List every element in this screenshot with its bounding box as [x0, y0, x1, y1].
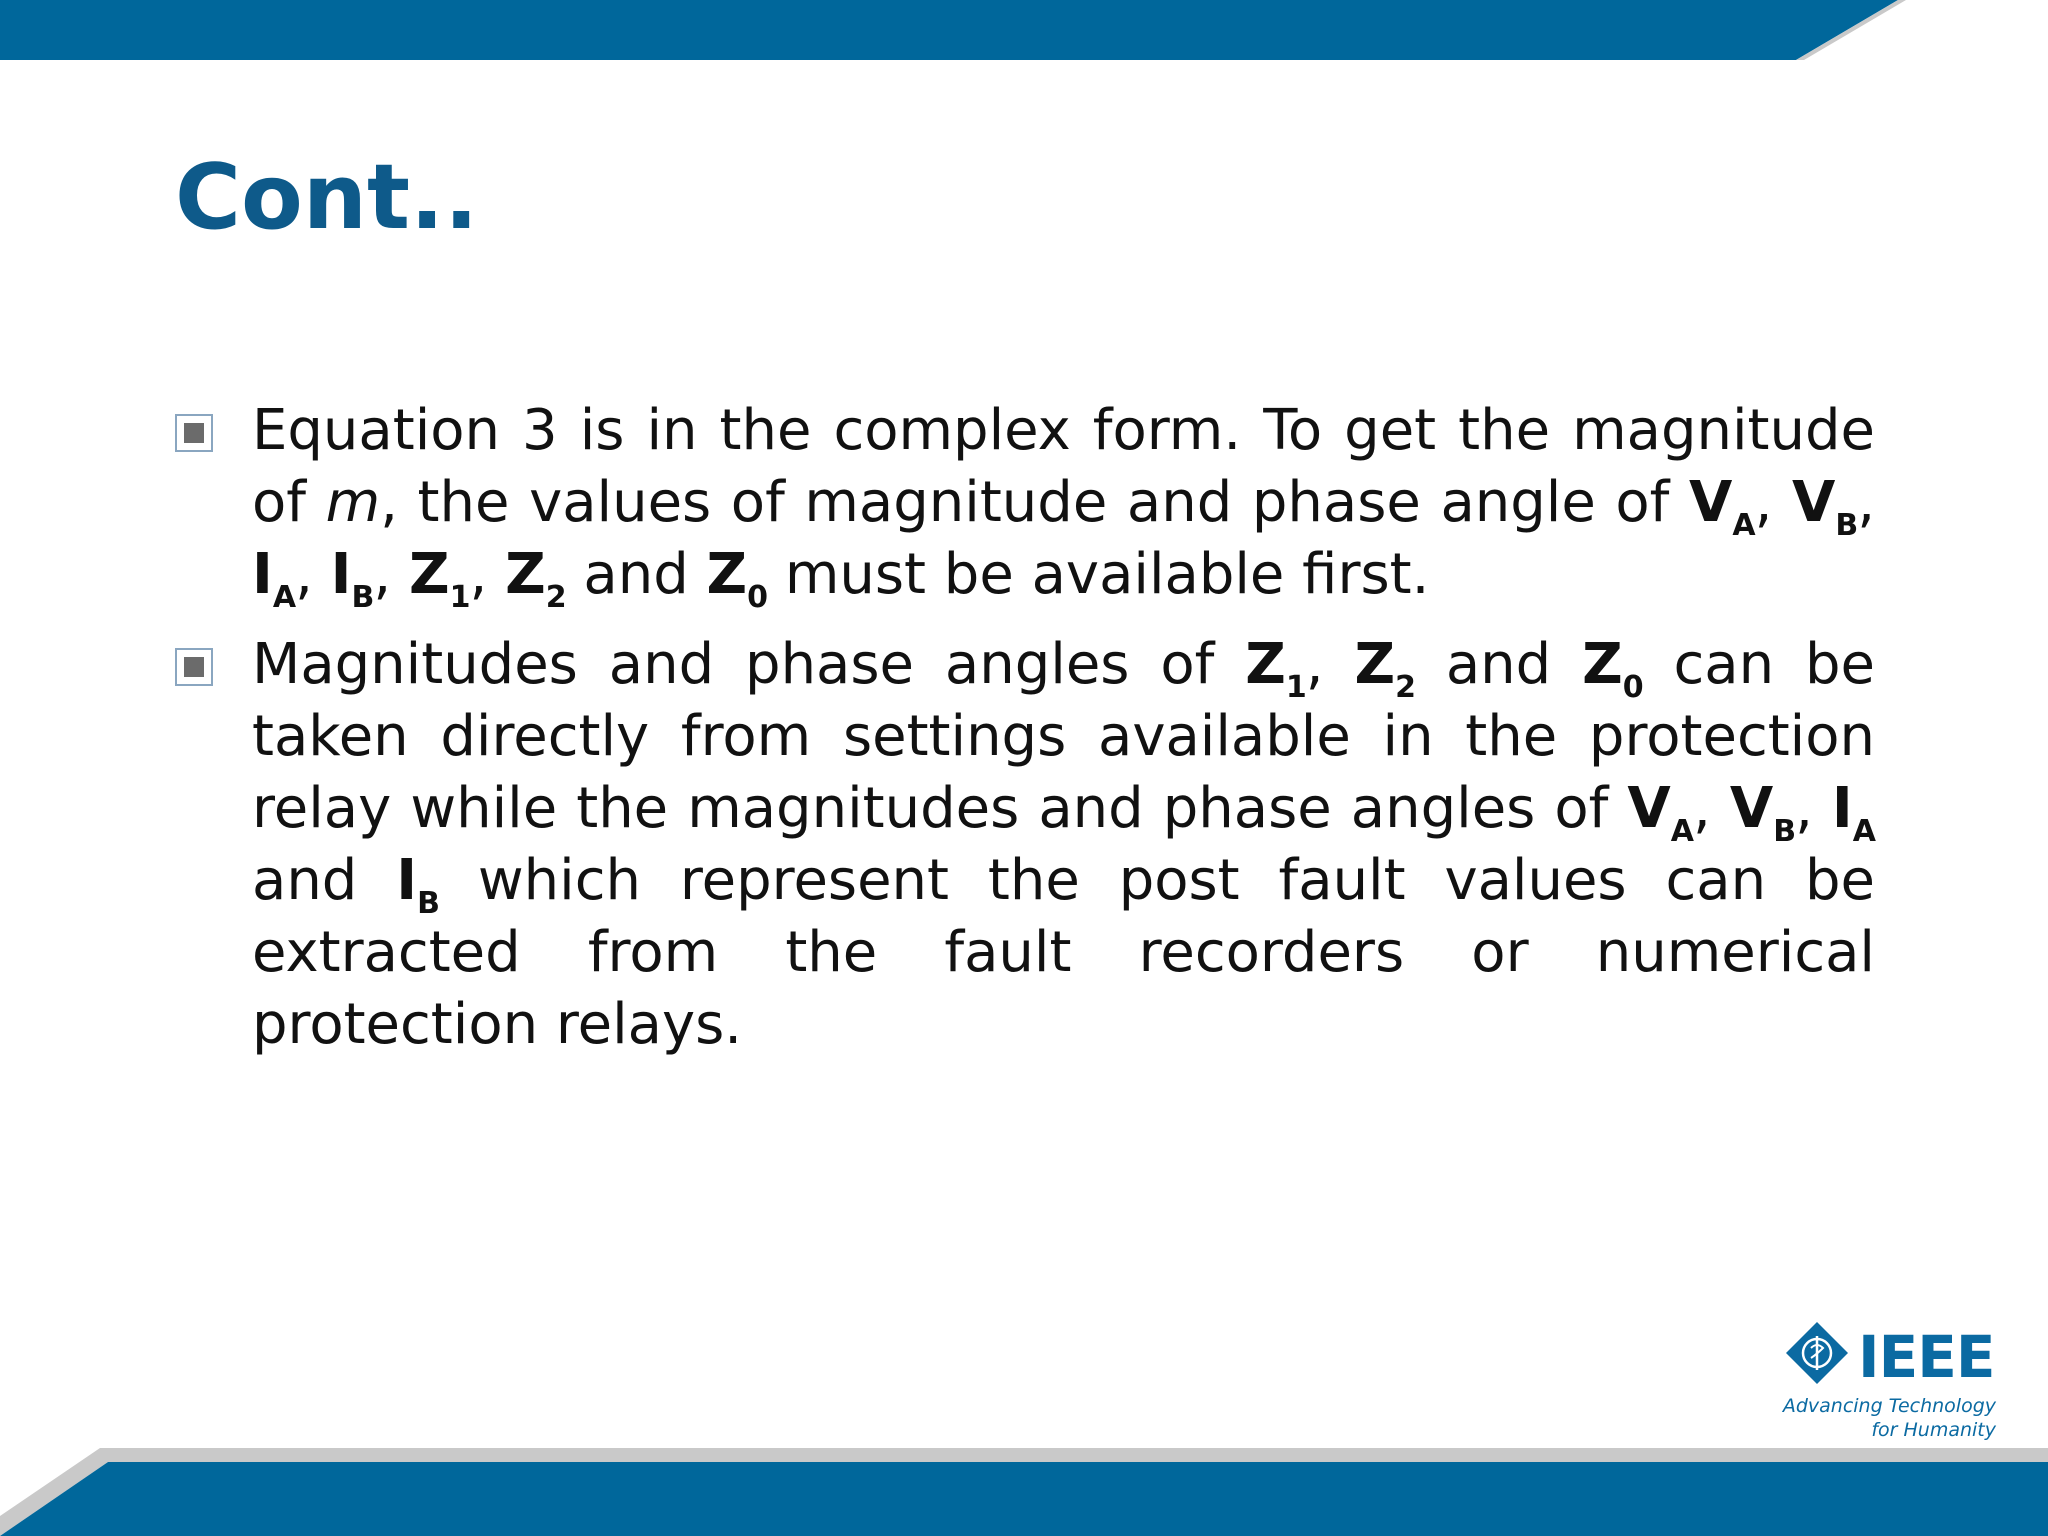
square-bullet-icon: [175, 648, 213, 686]
symbol-z1: $Z_1$: [1245, 632, 1306, 705]
ieee-wordmark: IEEE: [1858, 1323, 1995, 1391]
bullet-item-2: [175, 629, 1875, 1061]
slide-title: Cont..: [175, 145, 479, 250]
symbol-z1: $Z_1$: [409, 542, 470, 615]
symbol-ib: $I_B$: [396, 848, 439, 921]
square-bullet-icon: [175, 414, 213, 452]
top-decorative-band: [0, 0, 2048, 60]
symbol-va: $V_A$: [1689, 470, 1755, 543]
symbol-z0: $Z_0$: [706, 542, 768, 615]
symbol-vb: $V_B$: [1729, 776, 1796, 849]
ieee-logo: [1784, 1320, 2004, 1448]
symbol-ia: $I_A$: [1831, 776, 1875, 849]
bottom-decorative-band: [0, 1448, 2048, 1536]
symbol-z2: $Z_2$: [505, 542, 566, 615]
bullet-item-1: [175, 395, 1876, 615]
bullet-list: [175, 395, 1875, 1079]
ieee-diamond-icon: [1784, 1320, 1850, 1386]
bullet-text-2: Magnitudes and phase angles of $Z_1$, $Z_2$ and $Z_0$ can be taken directly from settings available in the protection relay while the magnitudes and phase angles of $V_A$, $V_B$, $I_A$ and $I_B$ which represent the post fault values can be extracted from the fault recorders or numerical protection relays.: [252, 632, 1876, 1057]
variable-m: m: [325, 470, 381, 535]
symbol-vb: $V_B$: [1791, 470, 1858, 543]
ieee-tagline: Advancing Technology for Humanity: [1782, 1395, 1996, 1441]
symbol-z2: $Z_2$: [1354, 632, 1415, 705]
symbol-ib: $I_B$: [330, 542, 374, 615]
symbol-ia: $I_A$: [252, 542, 296, 615]
symbol-va: $V_A$: [1627, 776, 1693, 849]
bullet-text-1: Equation 3 is in the complex form. To get the magnitude of m, the values of magnitude and phase angle of $V_A$, $V_B$, $I_A$, $I_B$, $Z_1$, $Z_2$ and $Z_0$ must be available first.: [252, 398, 1876, 615]
symbol-z0: $Z_0$: [1582, 632, 1643, 705]
